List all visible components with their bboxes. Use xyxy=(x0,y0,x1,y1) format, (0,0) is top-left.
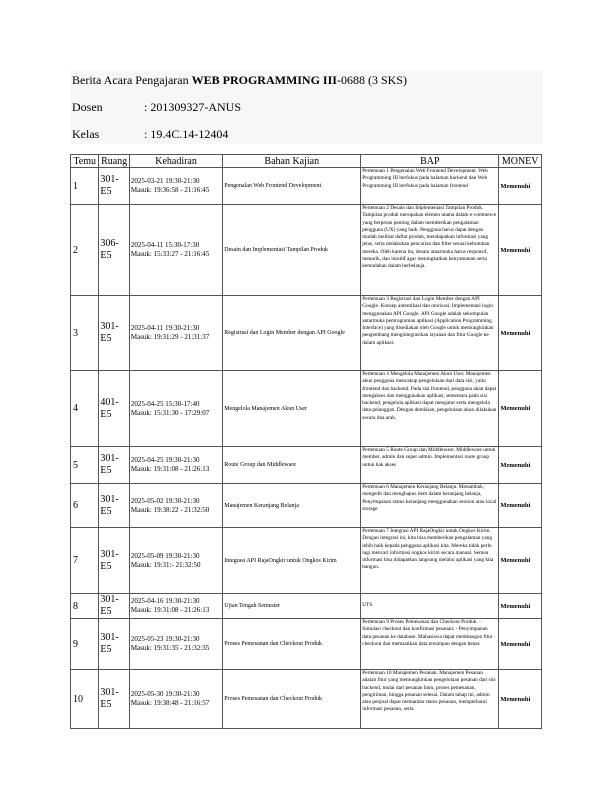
cell-bap xyxy=(361,670,499,729)
masuk: Masuk: 19:31:29 - 21:31:37 xyxy=(130,333,210,341)
cell-monev: Memenuhi xyxy=(499,670,542,729)
table-row xyxy=(71,296,542,371)
kelas-label: Kelas xyxy=(72,127,100,141)
header-bap: BAP xyxy=(361,155,499,168)
dosen-label: Dosen xyxy=(72,100,103,114)
cell-monev: Memenuhi xyxy=(499,168,542,205)
cell-bahan-kajian: Mengelola Manajemen Akun User xyxy=(223,371,361,447)
cell-ruang: 301-E5 xyxy=(99,484,129,528)
cell-bap xyxy=(361,296,499,371)
jadwal: 2025-05-30 19:30-21:30 xyxy=(130,690,200,698)
cell-monev: Memenuhi xyxy=(499,447,542,484)
cell-bap xyxy=(361,484,499,528)
jadwal: 2025-04-11 19:30-21:30 xyxy=(130,324,200,332)
cell-bahan-kajian: Pengenalan Web Frontend Development xyxy=(223,168,361,205)
bap-text: Pertemuan 5 Route Group dan Middleware. Middleware untuk member, admin dan super admin. Implementasi route group untuk hak akses xyxy=(362,447,496,468)
kelas-row xyxy=(72,127,229,142)
table-header-row xyxy=(71,155,542,168)
title-prefix: Berita Acara Pengajaran xyxy=(72,73,189,87)
header-ruang: Ruang xyxy=(99,155,129,168)
cell-bap xyxy=(361,594,499,619)
table-row xyxy=(71,528,542,594)
masuk: Masuk: 19:31:08 - 21:26:13 xyxy=(130,465,210,473)
header-temu: Temu xyxy=(71,155,99,168)
header-bahan-kajian: Bahan Kajian xyxy=(223,155,361,168)
cell-temu: 10 xyxy=(71,670,99,729)
masuk: Masuk: 19:31:08 - 21:26:13 xyxy=(130,606,210,614)
jadwal: 2025-04-25 19:30-21:30 xyxy=(130,456,200,464)
table-row xyxy=(71,484,542,528)
bap-text: Pertemuan 7 Integrasi API RajaOngkir untuk Ongkos Kirim. Dengan integrasi ini, kita bisa memberikan pengalaman yang lebih baik kepada pengguna aplikasi kita. Mereka tidak perlu lagi mencari informasi ongkos kirim secara manual. Semua informasi bisa didapatkan langsung melalui aplikasi yang kita bangun. xyxy=(362,528,494,571)
kelas-value: : 19.4C.14-12404 xyxy=(144,127,229,141)
cell-monev: Memenuhi xyxy=(499,296,542,371)
cell-kehadiran xyxy=(129,619,222,670)
document-title xyxy=(72,73,407,88)
dosen-row xyxy=(72,100,242,115)
masuk: Masuk: 19:38:48 - 21:16:57 xyxy=(130,699,210,707)
cell-monev: Memenuhi xyxy=(499,371,542,447)
cell-kehadiran xyxy=(129,371,222,447)
cell-monev: Memenuhi xyxy=(499,484,542,528)
bap-text: UTS xyxy=(362,602,373,609)
cell-bap xyxy=(361,447,499,484)
cell-temu: 8 xyxy=(71,594,99,619)
masuk: Masuk: 19:31:35 - 21:32:35 xyxy=(130,644,210,652)
cell-ruang: 301-E5 xyxy=(99,168,129,205)
cell-bahan-kajian: Proses Pemesanan dan Checkout Produk xyxy=(223,670,361,729)
header-monev: MONEV xyxy=(499,155,542,168)
bap-text: Pertemuan 2 Desain dan Implementasi Tampilan Produk. Tampilan produk merupakan elemen utama dalam e-commerce yang berperan penting dalam memberikan pengalaman pengguna (UX) yang baik. Pengguna harus dapat dengan mudah melihat daftar produk, mendapatkan informasi yang jelas, serta melakukan pencarian dan filter sesuai kebutuhan mereka. Oleh karena itu, desain antarmuka harus responsif, menarik, dan intuitif agar meningkatkan kenyamanan serta kemudahan dalam berbelanja. xyxy=(362,205,497,270)
cell-kehadiran xyxy=(129,594,222,619)
jadwal: 2025-05-23 19:30-21:30 xyxy=(130,635,200,643)
bap-text: Pertemuan 3 Registrasi dan Login Member dengan API Google. Konsep autentikasi dan otorisasi, Implementasi login menggunakan API Google. API Google adalah sekumpulan antarmuka pemrograman aplikasi (Application Programming Interface) yang disediakan oleh Google untuk memungkinkan pengembang mengintegrasikan layanan dan fitur Google ke dalam aplikasi. xyxy=(362,296,494,346)
cell-kehadiran xyxy=(129,205,222,296)
cell-kehadiran xyxy=(129,168,222,205)
table-row xyxy=(71,594,542,619)
table-row xyxy=(71,168,542,205)
cell-bahan-kajian: Desain dan Implementasi Tampilan Produk xyxy=(223,205,361,296)
bap-text: Pertemuan 6 Manajemen Keranjang Belanja. Menambah, mengedit dan menghapus item dalam keranjang belanja, Penyimpanan status keranjang menggunakan session atau local storage xyxy=(362,484,497,512)
cell-monev: Memenuhi xyxy=(499,619,542,670)
cell-monev: Memenuhi xyxy=(499,528,542,594)
cell-temu: 3 xyxy=(71,296,99,371)
cell-bap xyxy=(361,205,499,296)
document-header xyxy=(70,70,542,144)
cell-ruang: 306-E5 xyxy=(99,205,129,296)
masuk: Masuk: 15:33:27 - 21:16:45 xyxy=(130,250,210,258)
table-row xyxy=(71,205,542,296)
cell-temu: 9 xyxy=(71,619,99,670)
dosen-value: : 201309327-ANUS xyxy=(144,100,242,114)
cell-bap xyxy=(361,371,499,447)
bap-text: Pertemuan 9 Proses Pemesanan dan Checkout Produk. - Simulasi checkout dan konfirmasi pesanan; - Penyimpanan data pesanan ke database. Mahasiswa dapat membangun fitur checkout dan memastikan data tersimpan dengan benar. xyxy=(362,619,493,647)
course-name: WEB PROGRAMMING III xyxy=(191,73,337,87)
header-kehadiran: Kehadiran xyxy=(129,155,222,168)
cell-ruang: 301-E5 xyxy=(99,619,129,670)
cell-temu: 7 xyxy=(71,528,99,594)
jadwal: 2025-04-25 15:30-17:40 xyxy=(130,399,200,408)
jadwal: 2025-04-16 19:30-21:30 xyxy=(130,597,200,605)
masuk: Masuk: 19:36:58 - 21:16:45 xyxy=(130,186,210,194)
table-row xyxy=(71,447,542,484)
cell-ruang: 301-E5 xyxy=(99,528,129,594)
cell-bap xyxy=(361,168,499,205)
cell-bahan-kajian: Manajemen Keranjang Belanja xyxy=(223,484,361,528)
masuk: Masuk: 19:31:- 21:32:50 xyxy=(130,560,201,569)
cell-bahan-kajian: Route Group dan Middleware xyxy=(223,447,361,484)
course-suffix: -0688 (3 SKS) xyxy=(336,73,407,87)
cell-bahan-kajian: Proses Pemesanan dan Checkout Produk xyxy=(223,619,361,670)
table-row xyxy=(71,619,542,670)
cell-ruang: 301-E5 xyxy=(99,296,129,371)
cell-bahan-kajian: Ujian Tengah Semester xyxy=(223,594,361,619)
cell-kehadiran xyxy=(129,484,222,528)
cell-temu: 4 xyxy=(71,371,99,447)
attendance-table xyxy=(70,154,542,729)
cell-monev: Memenuhi xyxy=(499,205,542,296)
cell-ruang: 301-E5 xyxy=(99,447,129,484)
table-row xyxy=(71,670,542,729)
cell-bap xyxy=(361,528,499,594)
cell-monev: Memenuhi xyxy=(499,594,542,619)
bap-text: Pertemuan 4 Mengelola Manajemen Akun User. Manajemen akun pengguna mencakup pengelolaan dari data sisi, yaitu frontend dan backend. Pada sisi frontend, pengguna akan dapat mengakses dan menggunakan aplikasi, sementara pada sisi backend, pengelola aplikasi dapat mengatur serta mengelola data pelanggan. Dengan demikian, pengelolaan akun dilakukan secara dua arah. xyxy=(362,371,497,421)
jadwal: 2025-03-21 19:30-21:30 xyxy=(130,177,200,185)
cell-bahan-kajian: Integrasi API RajaOngkir untuk Ongkos Kirim xyxy=(223,528,361,594)
bap-text: Pertemuan 1 Pengenalan Web Frontend Development. Web Programming III berfokus pada halaman backend dan Web Programming III berfokus pada halaman frontend xyxy=(362,168,488,189)
cell-temu: 2 xyxy=(71,205,99,296)
cell-ruang: 301-E5 xyxy=(99,670,129,729)
jadwal: 2025-05-02 19:30-21:30 xyxy=(130,496,200,505)
masuk: Masuk: 15:31:30 - 17:29:07 xyxy=(130,408,210,417)
cell-ruang: 401-E5 xyxy=(99,371,129,447)
jadwal: 2025-04-11 15:30-17:30 xyxy=(130,241,200,249)
cell-ruang: 301-E5 xyxy=(99,594,129,619)
masuk: Masuk: 19:38:22 - 21:32:50 xyxy=(130,505,210,514)
table-row xyxy=(71,371,542,447)
bap-text: Pertemuan 10 Manajemen Pesanan. Manajemen Pesanan adalah fitur yang memungkinkan pengelolaan pesanan dari sisi backend, mulai dari pesanan baru, proses pemesanan, pengiriman, hingga pesanan selesai. Dalam tahap ini, admin atau penjual dapat memantau status pesanan, memperbarui informasi pesanan, serta xyxy=(362,670,496,713)
cell-bahan-kajian: Registrasi dan Login Member dengan API Google xyxy=(223,296,361,371)
cell-temu: 5 xyxy=(71,447,99,484)
jadwal: 2025-05-09 19:30-21:30 xyxy=(130,551,200,560)
cell-kehadiran xyxy=(129,528,222,594)
cell-temu: 1 xyxy=(71,168,99,205)
cell-kehadiran xyxy=(129,670,222,729)
cell-kehadiran xyxy=(129,296,222,371)
cell-kehadiran xyxy=(129,447,222,484)
cell-bap xyxy=(361,619,499,670)
cell-temu: 6 xyxy=(71,484,99,528)
